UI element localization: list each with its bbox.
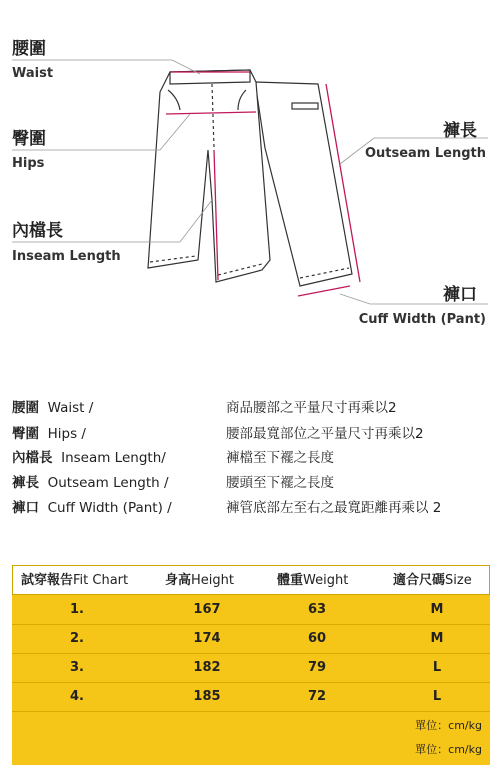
unit-note: 單位：cm/kg <box>415 743 482 756</box>
table-row <box>12 595 490 625</box>
row-number: 1. <box>70 602 84 617</box>
header-weight <box>277 566 348 596</box>
row-size: M <box>430 602 444 617</box>
definition-en: Outseam Length / <box>47 475 169 491</box>
waist-label-zh: 腰圍 <box>12 39 46 59</box>
definition-zh: 褲長 <box>12 475 39 491</box>
row-weight: 60 <box>307 631 327 646</box>
header-zh: 身高 <box>165 573 192 588</box>
waist-label-en: Waist <box>12 66 54 81</box>
table-row <box>12 624 490 654</box>
definition-desc: 褲檔至下襬之長度 <box>226 450 334 466</box>
inseam-label-en: Inseam Length <box>12 249 121 264</box>
definition-en: Waist / <box>47 400 94 416</box>
fit-chart-table <box>12 565 490 765</box>
inseam-label-zh: 內檔長 <box>12 221 63 241</box>
row-weight: 63 <box>307 602 327 617</box>
front-pant-outline <box>148 70 270 282</box>
definition-desc: 褲管底部左至右之最寬距離再乘以 2 <box>226 500 442 516</box>
table-row <box>12 653 490 683</box>
outseam-label-zh: 褲長 <box>443 121 477 141</box>
cuff-label-zh: 褲口 <box>443 285 477 305</box>
definition-outseam <box>12 471 169 491</box>
definition-zh: 腰圍 <box>12 400 39 416</box>
definition-zh: 內檔長 <box>12 450 53 466</box>
row-height: 182 <box>193 660 221 675</box>
header-size <box>393 566 472 596</box>
header-en: Size <box>445 573 472 588</box>
row-weight: 72 <box>307 689 327 704</box>
definition-en: Cuff Width (Pant) / <box>47 500 172 516</box>
unit-note: 單位：cm/kg <box>415 719 482 732</box>
definition-desc: 商品腰部之平量尺寸再乘以2 <box>226 400 397 416</box>
outseam-label-en: Outseam Length <box>364 146 486 161</box>
header-zh: 適合尺碼 <box>393 573 446 588</box>
definition-en: Inseam Length/ <box>61 450 166 466</box>
definition-en: Hips / <box>47 426 86 442</box>
definition-desc: 腰部最寬部位之平量尺寸再乘以2 <box>226 426 424 442</box>
row-height: 174 <box>193 631 221 646</box>
row-number: 4. <box>70 689 84 704</box>
hips-label-zh: 臀圍 <box>12 129 46 149</box>
row-size: L <box>432 689 442 704</box>
header-height <box>165 566 234 596</box>
header-fit-chart <box>21 566 128 596</box>
definition-zh: 臀圍 <box>12 426 39 442</box>
definition-inseam <box>12 446 166 466</box>
row-size: L <box>432 660 442 675</box>
definition-cuff <box>12 496 172 516</box>
fit-chart-header <box>12 565 490 595</box>
definition-hips <box>12 422 86 442</box>
table-row <box>12 682 490 712</box>
definition-desc: 腰頭至下襬之長度 <box>226 475 334 491</box>
row-height: 167 <box>193 602 221 617</box>
header-en: Weight <box>303 573 349 588</box>
row-size: M <box>430 631 444 646</box>
row-height: 185 <box>193 689 221 704</box>
header-en: Fit Chart <box>73 573 129 588</box>
row-number: 2. <box>70 631 84 646</box>
header-zh: 體重 <box>277 573 304 588</box>
header-en: Height <box>191 573 234 588</box>
definition-waist <box>12 396 93 416</box>
hips-label-en: Hips <box>12 156 45 171</box>
row-weight: 79 <box>307 660 327 675</box>
pants-diagram <box>0 0 500 340</box>
row-number: 3. <box>70 660 84 675</box>
definition-zh: 褲口 <box>12 500 39 516</box>
header-zh: 試穿報告 <box>21 573 74 588</box>
cuff-label-en: Cuff Width (Pant) <box>358 312 486 327</box>
